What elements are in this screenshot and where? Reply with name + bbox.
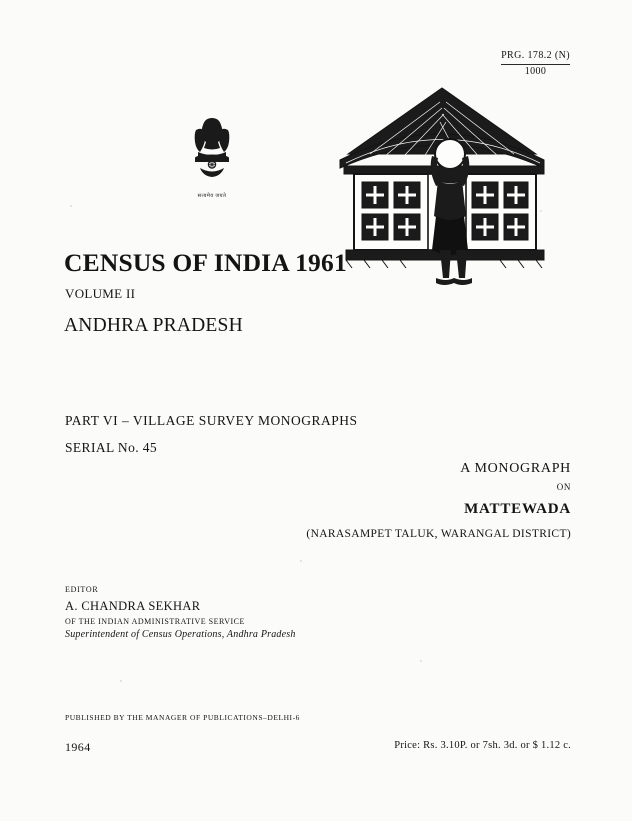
printing-code-line2: 1000 bbox=[524, 65, 547, 77]
page-title: CENSUS OF INDIA 1961 bbox=[64, 248, 347, 277]
village-hut-illustration bbox=[330, 68, 565, 308]
printing-code-line1: PRG. 178.2 (N) bbox=[501, 50, 570, 65]
serial-label: SERIAL No. 45 bbox=[65, 440, 158, 455]
scan-speckle bbox=[120, 680, 122, 682]
monograph-subject: MATTEWADA bbox=[464, 500, 571, 517]
state-emblem-of-india-icon bbox=[186, 112, 238, 204]
state-name: ANDHRA PRADESH bbox=[64, 315, 243, 336]
volume-label: VOLUME II bbox=[65, 286, 136, 301]
price-line: Price: Rs. 3.10P. or 7sh. 3d. or $ 1.12 c. bbox=[394, 740, 571, 751]
editor-service: OF THE INDIAN ADMINISTRATIVE SERVICE bbox=[65, 616, 245, 626]
publication-year: 1964 bbox=[65, 740, 91, 754]
scan-speckle bbox=[300, 560, 302, 562]
editor-label: EDITOR bbox=[65, 585, 99, 594]
part-label: PART VI – VILLAGE SURVEY MONOGRAPHS bbox=[65, 413, 358, 428]
monograph-on: ON bbox=[556, 481, 571, 492]
publisher-line: PUBLISHED BY THE MANAGER OF PUBLICATIONS–DELHI-6 bbox=[65, 713, 300, 722]
scan-speckle bbox=[70, 205, 72, 207]
scan-speckle bbox=[540, 210, 542, 212]
editor-designation: Superintendent of Census Operations, Andhra Pradesh bbox=[65, 629, 296, 641]
editor-block bbox=[65, 584, 296, 643]
monograph-heading: A MONOGRAPH bbox=[460, 461, 571, 476]
scan-speckle bbox=[420, 660, 422, 662]
monograph-block bbox=[306, 458, 571, 544]
emblem-motto: सत्यमेव जयते bbox=[197, 194, 227, 199]
editor-name: A. CHANDRA SEKHAR bbox=[65, 598, 201, 613]
monograph-location: (NARASAMPET TALUK, WARANGAL DISTRICT) bbox=[306, 527, 571, 540]
